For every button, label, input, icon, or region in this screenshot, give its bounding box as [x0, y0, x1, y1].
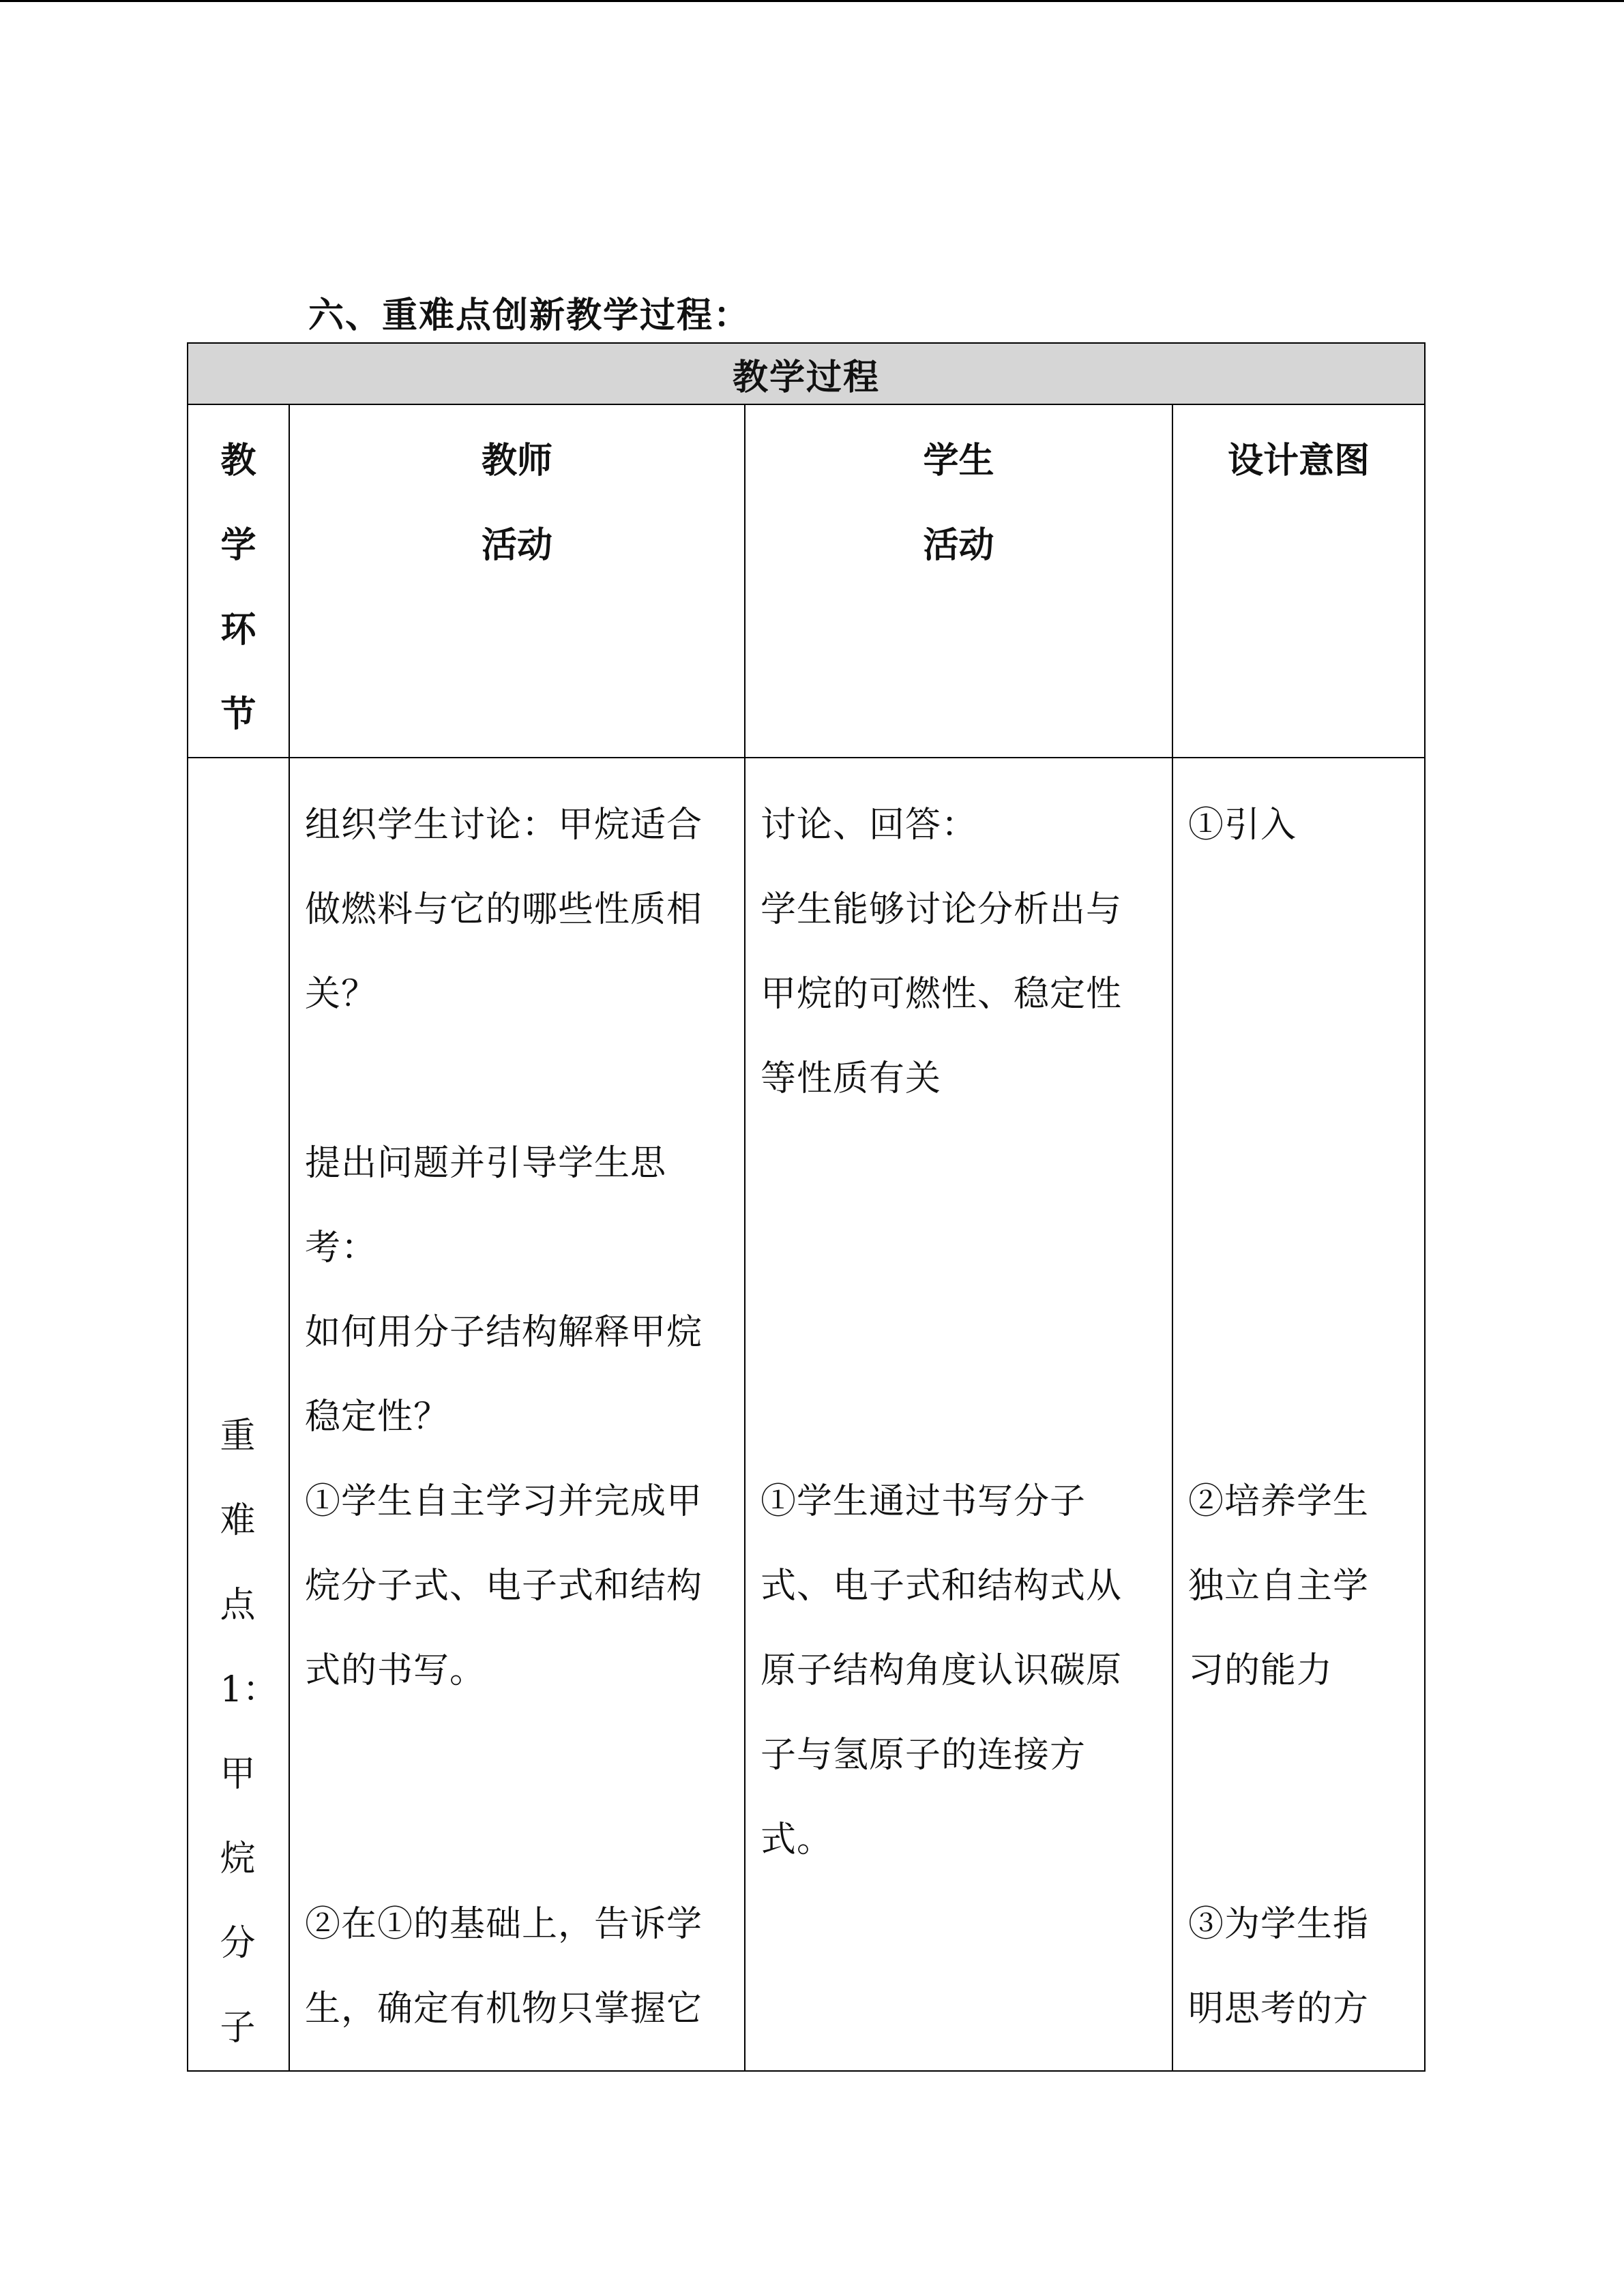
teacher-line: 生，确定有机物只掌握它 [305, 1988, 703, 2029]
student-line: 讨论、回答： [761, 805, 978, 846]
header-teacher-activity [289, 404, 745, 758]
student-line [761, 1375, 1157, 1459]
intent-line: ②培养学生 [1188, 1481, 1370, 1522]
page-top-rule [0, 0, 1624, 2]
intent-line: 明思考的方 [1188, 1988, 1370, 2029]
stage-cell [188, 758, 289, 2071]
student-line [761, 1290, 1157, 1375]
intent-line: ③为学生指 [1188, 1904, 1370, 1945]
stage-char: 重 [220, 1416, 256, 1457]
section-heading: 六、重难点创新教学过程： [308, 295, 751, 336]
intent-line [1188, 1206, 1409, 1290]
intent-line [1188, 1037, 1409, 1121]
header-stage-char: 节 [220, 694, 256, 735]
header-stage [188, 404, 289, 758]
student-activity-cell [745, 758, 1172, 2071]
teacher-line: 式的书写。 [305, 1650, 486, 1691]
teacher-activity-cell [289, 758, 745, 2071]
intent-line: 独立自主学 [1188, 1566, 1370, 1607]
teacher-line [305, 1037, 729, 1121]
stage-char: 分 [220, 1923, 256, 1964]
teacher-line: 如何用分子结构解释甲烷 [305, 1312, 703, 1353]
teaching-process-table [187, 342, 1426, 2072]
intent-line [1188, 1290, 1409, 1375]
student-line: 等性质有关 [761, 1058, 942, 1099]
intent-line [1188, 1798, 1409, 1882]
header-stage-char: 教 [220, 440, 256, 481]
header-stage-char: 环 [220, 609, 256, 651]
intent-line [1188, 952, 1409, 1037]
teacher-line: 做燃料与它的哪些性质相 [305, 889, 703, 930]
stage-char: 点 [220, 1585, 256, 1626]
stage-char: 1： [220, 1669, 278, 1710]
teacher-line: 提出问题并引导学生思 [305, 1143, 667, 1184]
table-header-row [188, 404, 1425, 758]
teacher-line: 烷分子式、电子式和结构 [305, 1566, 703, 1607]
teacher-line [305, 1798, 729, 1882]
teacher-line: 关？ [305, 974, 378, 1015]
stage-char: 子 [220, 2008, 256, 2048]
student-line: ①学生通过书写分子 [761, 1481, 1087, 1522]
teacher-line [305, 1713, 729, 1798]
student-line [761, 1206, 1157, 1290]
stage-char: 甲 [220, 1754, 256, 1795]
header-teacher-line: 活动 [481, 524, 552, 566]
design-intent-cell [1172, 758, 1425, 2071]
intent-line [1188, 1375, 1409, 1459]
stage-char: 难 [220, 1500, 256, 1541]
header-stage-char: 学 [220, 524, 256, 566]
intent-line: 习的能力 [1188, 1650, 1333, 1691]
student-line: 式。 [761, 1819, 833, 1860]
stage-char: 烷 [220, 1838, 256, 1879]
table-title-row [188, 343, 1425, 404]
intent-line [1188, 1713, 1409, 1798]
table-title: 教学过程 [188, 343, 1425, 404]
teacher-line: 考： [305, 1227, 378, 1268]
intent-line: ①引入 [1188, 805, 1297, 846]
content-row [188, 758, 1425, 2071]
student-line: 式、电子式和结构式从 [761, 1566, 1123, 1607]
intent-line [1188, 867, 1409, 952]
teacher-line: 组织学生讨论：甲烷适合 [305, 805, 703, 846]
student-line [761, 1121, 1157, 1206]
student-line: 子与氢原子的连接方 [761, 1735, 1087, 1776]
student-line: 甲烷的可燃性、稳定性 [761, 974, 1123, 1015]
teacher-line: ①学生自主学习并完成甲 [305, 1481, 703, 1522]
teacher-line: ②在①的基础上，告诉学 [305, 1904, 703, 1945]
intent-line [1188, 1121, 1409, 1206]
header-design-intent [1172, 404, 1425, 758]
header-student-line: 学生 [923, 440, 994, 481]
stage-label [220, 758, 278, 2070]
header-student-line: 活动 [923, 524, 994, 566]
header-stage-text [218, 419, 259, 757]
header-intent-text: 设计意图 [1228, 440, 1370, 481]
header-teacher-line: 教师 [481, 440, 552, 481]
student-line: 原子结构角度认识碳原 [761, 1650, 1123, 1691]
header-student-activity [745, 404, 1172, 758]
teacher-line: 稳定性？ [305, 1397, 450, 1437]
student-line: 学生能够讨论分析出与 [761, 889, 1123, 930]
